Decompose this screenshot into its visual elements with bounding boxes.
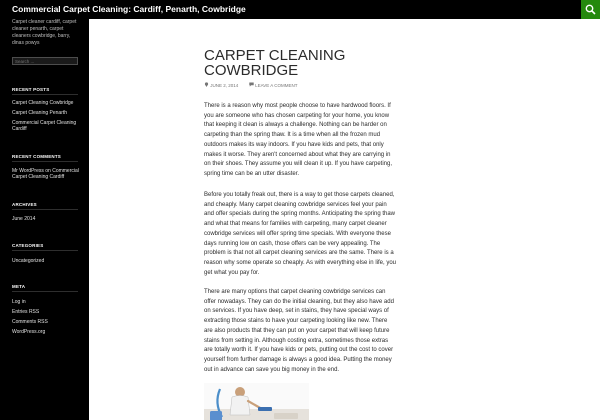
sidebar-search-input[interactable] <box>12 57 78 65</box>
post-image-carpet-cleaner <box>204 383 309 420</box>
categories-title: CATEGORIES <box>12 243 44 248</box>
search-toggle-button[interactable] <box>581 0 600 19</box>
archive-link[interactable]: June 2014 <box>12 216 36 222</box>
meta-link-entries-rss[interactable]: Entries RSS <box>12 309 40 315</box>
search-icon <box>585 4 596 15</box>
post-title: CARPET CLEANING COWBRIDGE <box>204 47 346 79</box>
widget-divider <box>12 94 78 95</box>
sidebar <box>0 19 89 420</box>
post-paragraph: There are many options that carpet cleaning cowbridge services can offer nowadays. They can do the initial cleaning, but they also have add on services. If you have deep, set in stains, they have special ways of extracting those stains to have your carpeting looking like new. There are also products that they can put on your carpet that will keep future stains from setting in. Although costing extra, sometimes those extras are totally worth it. If you have kids or pets, putting out the cost to cover yourself from further damage is always a good idea. Putting the money out in advance can save you big money in the end. <box>204 289 394 373</box>
meta-link-comments-rss[interactable]: Comments RSS <box>12 319 48 325</box>
recent-comment-item <box>12 168 82 180</box>
recent-comments-title: RECENT COMMENTS <box>12 154 61 159</box>
widget-divider <box>12 209 78 210</box>
recent-post-link <box>12 120 82 132</box>
recent-posts-title: RECENT POSTS <box>12 87 50 92</box>
comment-connector: on <box>45 168 51 174</box>
leave-comment-link[interactable]: LEAVE A COMMENT <box>255 82 298 88</box>
pin-icon <box>204 82 209 87</box>
main-content <box>89 19 600 420</box>
archives-title: ARCHIVES <box>12 202 37 207</box>
recent-post-link[interactable]: Carpet Cleaning Cowbridge <box>12 100 74 106</box>
meta-title: META <box>12 284 26 289</box>
comment-author-link[interactable]: Mr WordPress <box>12 168 44 174</box>
widget-divider <box>12 161 78 162</box>
widget-divider <box>12 291 78 292</box>
recent-post-link-text[interactable]: Commercial Carpet Cleaning Cardiff <box>12 120 77 132</box>
post-date-link[interactable]: JUNE 2, 2014 <box>210 82 239 88</box>
post-paragraph: There is a reason why most people choose to have hardwood floors. If you are someone who has chosen carpeting for your home, you know that keeping it clean is always a challenge. Nothing can be harder on carpeting than the spring thaw. It is a time when all the frozen mud outdoors makes its way indoors. If you have kids and pets, that only makes it worse. They aren't concerned about what they are carrying in on their shoes. They assume you will clean it up. If you have carpeting, spring time can be an utter disaster. <box>204 103 392 177</box>
site-header <box>0 0 600 19</box>
meta-link-wordpress-org[interactable]: WordPress.org <box>12 329 46 335</box>
comment-post-link[interactable]: Commercial Carpet Cleaning Cardiff <box>12 168 79 180</box>
meta-link-login[interactable]: Log in <box>12 299 26 305</box>
post-paragraph: Before you totally freak out, there is a way to get those carpets cleaned, and cheaply. Many carpet cleaning cowbridge services feel your pain and offer specials during the spring months. Anticipating the spring thaw and what that means for families with carpeting, many carpet cleaner cowbridge services will offer spring time specials. With everyone these days running low on cash, those offers can be very appealing. The problem is that not all carpet cleaning services are the same. There is a reason why some operate so cheaply. As with everything else in life, you get what you pay for. <box>204 192 396 276</box>
site-title-link[interactable]: Commercial Carpet Cleaning: Cardiff, Penarth, Cowbridge <box>12 4 246 14</box>
widget-divider <box>12 250 78 251</box>
category-link[interactable]: Uncategorized <box>12 258 45 264</box>
post-meta <box>204 82 298 88</box>
recent-post-link[interactable]: Carpet Cleaning Penarth <box>12 110 68 116</box>
comment-icon <box>249 82 254 87</box>
site-tagline: Carpet cleaner cardiff, carpet cleaner penarth, carpet cleaners cowbridge, barry, dinas powys <box>12 19 77 46</box>
